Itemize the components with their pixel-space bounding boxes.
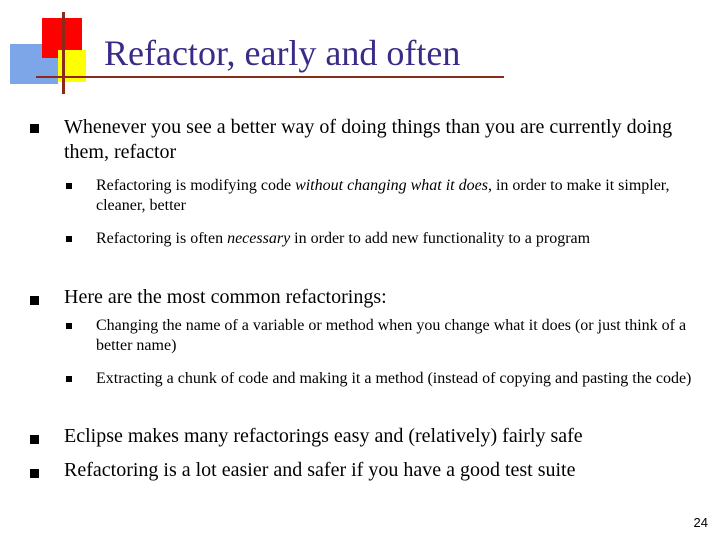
- title-underline: [36, 76, 504, 78]
- bullet-1-sub-1: Refactoring is modifying code without changing what it does, in order to make it simpler, cleaner, better: [96, 177, 670, 214]
- bullet-marker: [30, 124, 39, 133]
- bullet-marker: [30, 435, 39, 444]
- bullet-1-sub-2: Refactoring is often necessary in order to add new functionality to a program: [96, 230, 591, 247]
- bullet-4-text: Refactoring is a lot easier and safer if you have a good test suite: [64, 459, 576, 481]
- bullet-marker: [30, 469, 39, 478]
- page-number: 24: [693, 515, 708, 530]
- bullet-2-text: Here are the most common refactorings:: [64, 286, 387, 308]
- slide-title: Refactor, early and often: [104, 33, 461, 73]
- bullet-2-sub-1: Changing the name of a variable or method when you change what it does (or just think of a better name): [96, 317, 687, 354]
- bullet-2-sub-2: Extracting a chunk of code and making it a method (instead of copying and pasting the code): [96, 370, 692, 387]
- sub-bullet-marker: [66, 323, 72, 329]
- sub-bullet-marker: [66, 183, 72, 189]
- bullet-3-text: Eclipse makes many refactorings easy and (relatively) fairly safe: [64, 425, 583, 447]
- decor-vertical-line: [62, 12, 65, 94]
- sub-bullet-marker: [66, 376, 72, 382]
- sub-bullet-marker: [66, 236, 72, 242]
- bullet-marker: [30, 296, 39, 305]
- bullet-1-text: Whenever you see a better way of doing things than you are currently doing them, refactor: [64, 116, 673, 163]
